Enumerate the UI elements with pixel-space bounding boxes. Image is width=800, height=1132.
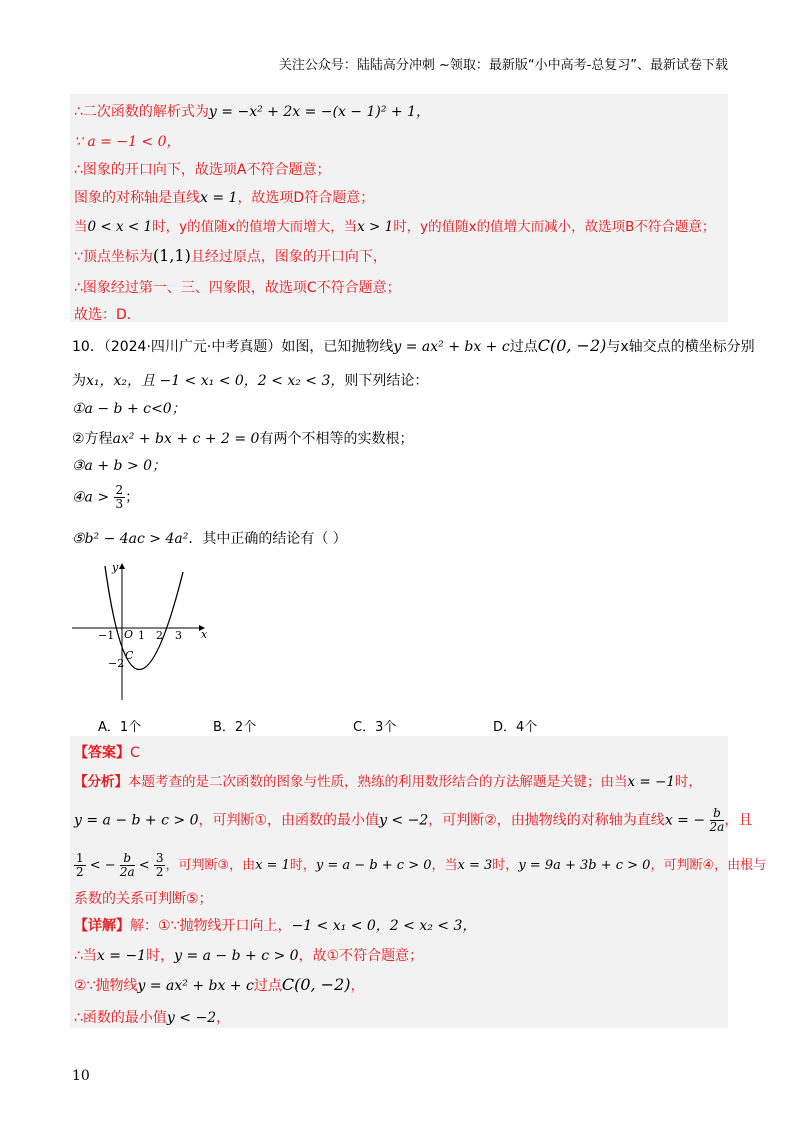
page-header: 关注公众号：陆陆高分冲刺 ~领取：最新版“小中高考-总复习”、最新试卷下载: [278, 58, 728, 73]
prev-line-5: 当0 < x < 1时，y的值随x的值增大而增大，当x > 1时，y的值随x的值增大而减小，故选项B不符合题意；: [74, 219, 716, 235]
point-c-label: C: [125, 649, 134, 662]
page-number: 10: [72, 1068, 90, 1084]
prev-line-7: ∴图象经过第一、三、四象限，故选项C不符合题意；: [74, 280, 401, 296]
conclusion-1: ①a − b + c<0；: [72, 401, 186, 417]
question-stem-1: 10．（2024·四川广元·中考真题）如图，已知抛物线y = ax² + bx + c过点C(0, −2)与x轴交点的横坐标分别: [72, 336, 755, 355]
origin-label: O: [124, 628, 134, 641]
parabola-graph: [70, 560, 220, 705]
analysis-line-4: 系数的关系可判断⑤；: [74, 891, 213, 907]
conclusion-3: ③a + b > 0；: [72, 458, 167, 474]
fraction-three-halves: $\frac{3}{2}$: [155, 851, 164, 879]
option-d[interactable]: D．4个: [493, 720, 538, 735]
fraction-two-thirds: $\frac{2}{3}$: [115, 483, 124, 511]
option-a[interactable]: A．1个: [98, 720, 142, 735]
tick-1: 1: [138, 629, 145, 642]
prev-line-8: 故选：D．: [74, 307, 141, 323]
analysis-line-3: $\frac{1}{2}$ < − $\frac{b}{2a}$ < $\frac{3}{2}$ ，可判断③，由x = 1时，y = a − b + c > 0，当x = 3时，y = 9a + 3b + c > 0，可判断④，由根与: [76, 851, 767, 879]
detail-line-4: ∴函数的最小值y < −2，: [74, 1010, 231, 1026]
parabola-curve: [105, 566, 183, 670]
fraction-one-half: $\frac{1}{2}$: [76, 851, 84, 879]
option-b[interactable]: B．2个: [213, 720, 257, 735]
detail-line-1: 【详解】解：①∵抛物线开口向上，−1 < x₁ < 0，2 < x₂ < 3，: [74, 918, 477, 934]
prev-line-1: ∴二次函数的解析式为y = −x² + 2x = −(x − 1)² + 1，: [74, 104, 431, 120]
question-stem-2: 为x₁，x₂，且 −1 < x₁ < 0，2 < x₂ < 3，则下列结论：: [72, 373, 429, 389]
fraction-b-over-2a-2: $\frac{b}{2a}$: [119, 851, 135, 879]
answer-line: 【答案】C: [74, 745, 140, 761]
x-axis-label: x: [201, 628, 208, 641]
prev-line-4: 图象的对称轴是直线x = 1，故选项D符合题意；: [74, 190, 375, 206]
analysis-line-2: y = a − b + c > 0，可判断①，由函数的最小值y < −2，可判断②，由抛物线的对称轴为直线x = − $\frac{b}{2a}$ ，且: [74, 806, 753, 834]
tick-neg1: −1: [98, 629, 115, 642]
prev-line-6: ∵顶点坐标为(1,1)且经过原点，图象的开口向下，: [74, 246, 387, 265]
tick-neg2: −2: [108, 657, 125, 670]
prev-line-3: ∴图象的开口向下，故选项A不符合题意；: [74, 162, 331, 178]
y-axis-label: y: [112, 561, 119, 574]
tick-2: 2: [156, 629, 163, 642]
conclusion-4: ④a > $\frac{2}{3}$ ；: [72, 483, 140, 511]
conclusion-2: ②方程ax² + bx + c + 2 = 0有两个不相等的实数根；: [72, 431, 414, 447]
tick-3: 3: [175, 629, 182, 642]
option-c[interactable]: C．3个: [353, 720, 397, 735]
detail-line-2: ∴当x = −1时，y = a − b + c > 0，故①不符合题意；: [74, 948, 424, 964]
conclusion-5: ⑤b² − 4ac > 4a²．其中正确的结论有（ ）: [72, 531, 347, 547]
detail-line-3: ②∵抛物线y = ax² + bx + c过点C(0, −2)，: [74, 975, 365, 994]
fraction-b-over-2a: $\frac{b}{2a}$: [709, 806, 725, 834]
prev-line-2: ∵ a = −1 < 0，: [74, 134, 181, 150]
analysis-line-1: 【分析】本题考查的是二次函数的图象与性质，熟练的利用数形结合的方法解题是关键；由当x = −1时，: [74, 774, 702, 790]
